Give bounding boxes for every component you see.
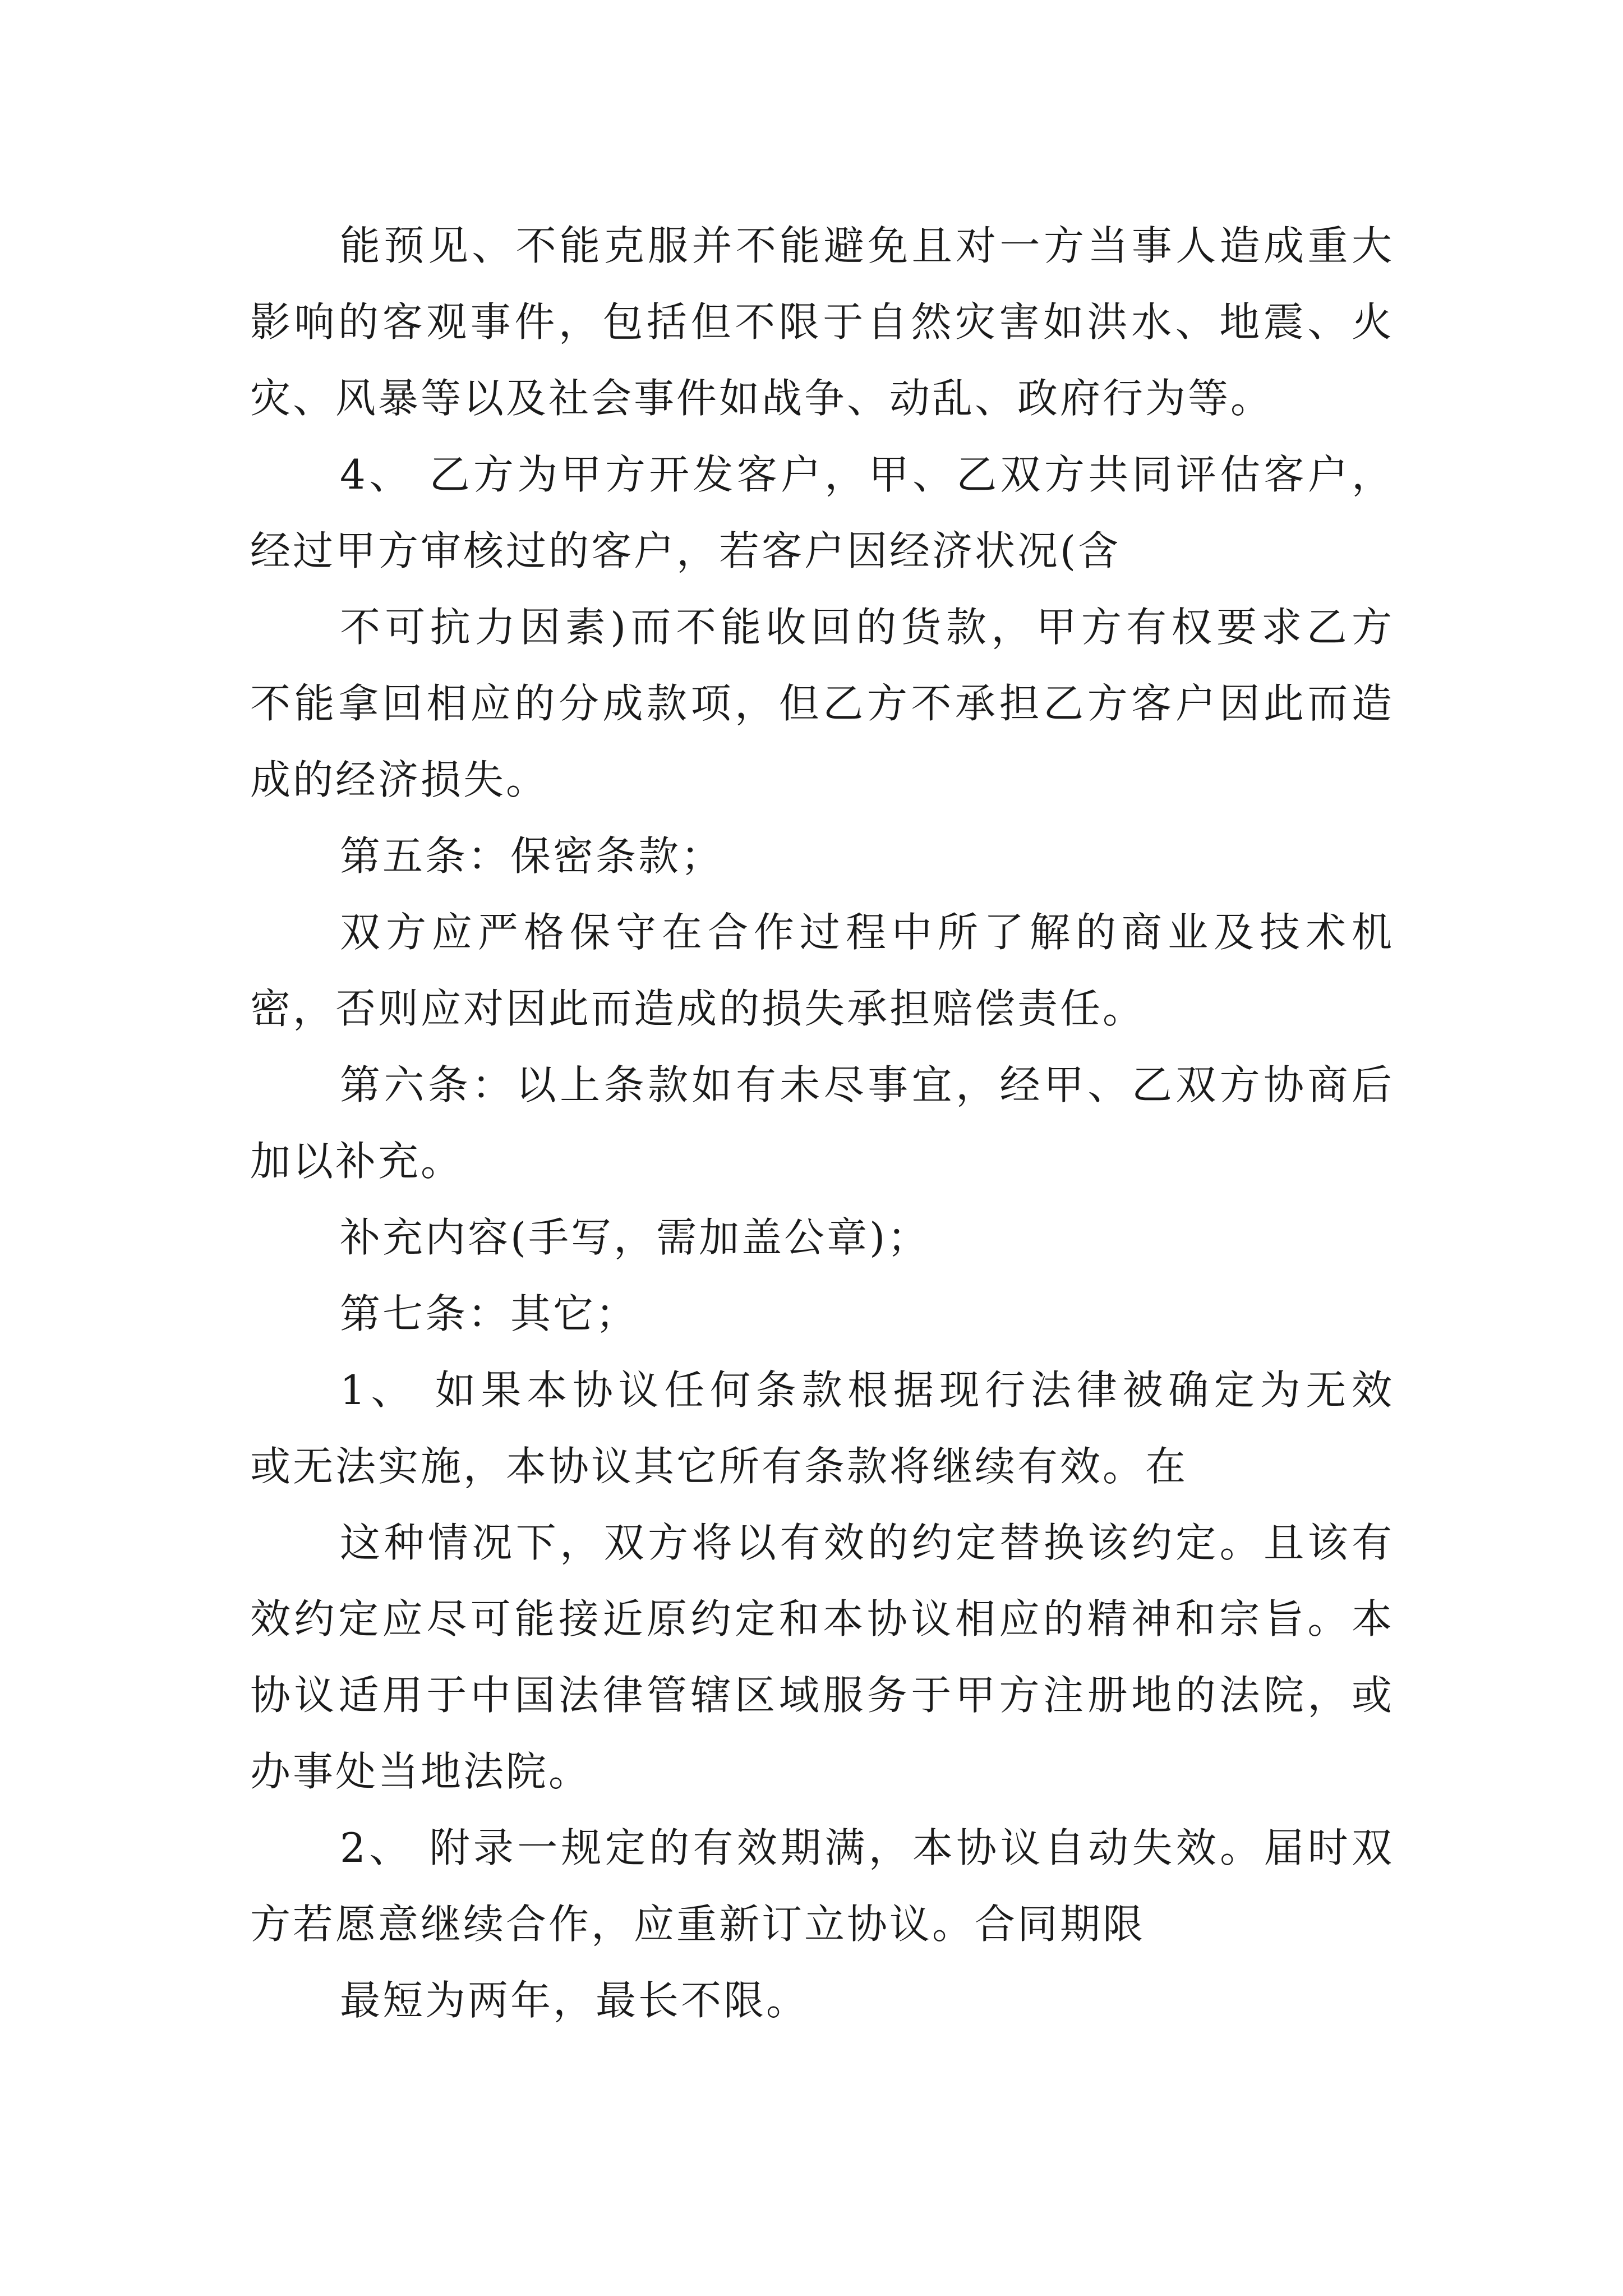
- text-line: 最短为两年，最长不限。: [340, 1977, 809, 2024]
- text-line: 2、 附录一规定的有效期满，本协议自动失效。届时双: [340, 1824, 1394, 1871]
- text-line: 加以补充。: [250, 1138, 464, 1185]
- text-line: 这种情况下，双方将以有效的约定替换该约定。且该有: [340, 1519, 1394, 1566]
- text-line: 成的经济损失。: [250, 756, 549, 803]
- text-line: 补充内容(手写，需加盖公章)；: [340, 1214, 930, 1261]
- article-heading: 第五条：保密条款；: [340, 832, 724, 880]
- text-line: 方若愿意继续合作，应重新订立协议。合同期限: [250, 1901, 1146, 1948]
- text-line: 4、 乙方为甲方开发客户，甲、乙双方共同评估客户，: [340, 451, 1394, 498]
- text-line: 效约定应尽可能接近原约定和本协议相应的精神和宗旨。本: [250, 1595, 1394, 1642]
- text-line: 协议适用于中国法律管辖区域服务于甲方注册地的法院，或: [250, 1672, 1394, 1719]
- text-line: 1、 如果本协议任何条款根据现行法律被确定为无效: [340, 1366, 1394, 1414]
- text-line: 密，否则应对因此而造成的损失承担赔偿责任。: [250, 985, 1146, 1032]
- text-line: 不能拿回相应的分成款项，但乙方不承担乙方客户因此而造: [250, 680, 1394, 727]
- text-line: 双方应严格保守在合作过程中所了解的商业及技术机: [340, 909, 1394, 956]
- document-body: [250, 208, 1394, 2039]
- article-heading: 第六条：以上条款如有未尽事宜，经甲、乙双方协商后: [340, 1061, 1394, 1108]
- text-line: 能预见、不能克服并不能避免且对一方当事人造成重大: [340, 222, 1394, 269]
- text-line: 经过甲方审核过的客户，若客户因经济状况(含: [250, 527, 1121, 574]
- text-line: 或无法实施，本协议其它所有条款将继续有效。在: [250, 1443, 1188, 1490]
- text-line: 不可抗力因素)而不能收回的货款，甲方有权要求乙方: [340, 604, 1394, 651]
- article-heading: 第七条：其它；: [340, 1290, 639, 1337]
- text-line: 灾、风暴等以及社会事件如战争、动乱、政府行为等。: [250, 375, 1274, 422]
- text-line: 影响的客观事件，包括但不限于自然灾害如洪水、地震、火: [250, 298, 1394, 346]
- text-line: 办事处当地法院。: [250, 1748, 592, 1795]
